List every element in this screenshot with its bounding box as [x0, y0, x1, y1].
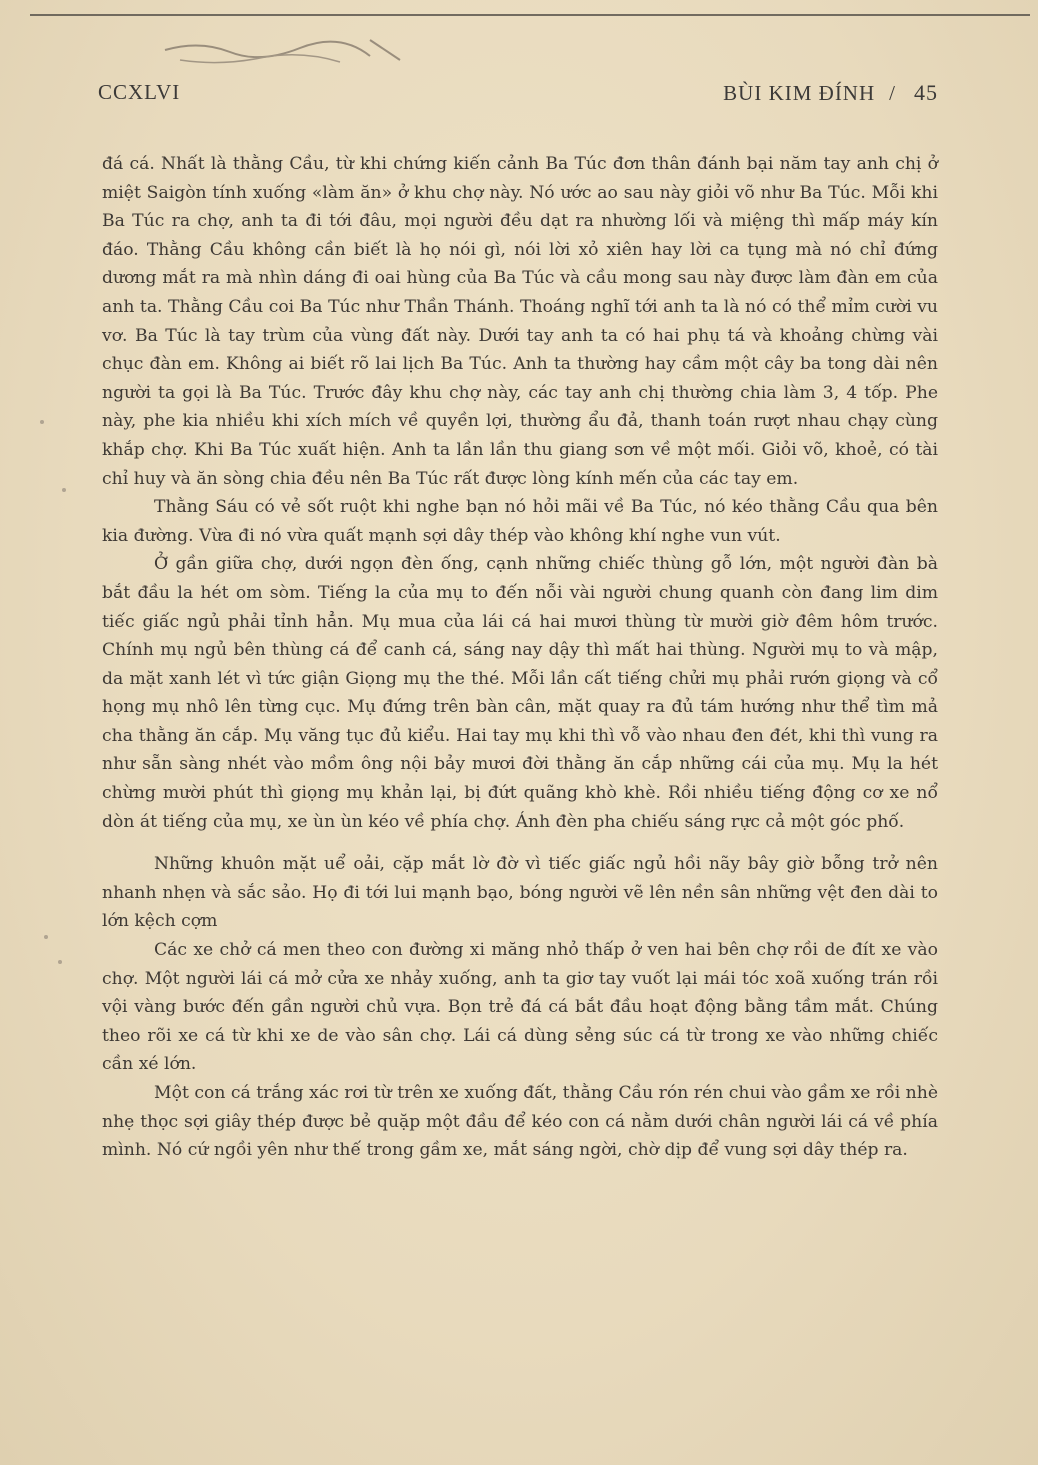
paragraph: Ở gần giữa chợ, dưới ngọn đèn ống, cạnh những chiếc thùng gỗ lớn, một người đàn bà bắt đầu la hét om sòm. Tiếng la của mụ to đến nỗi vài người chung quanh còn đang lim dim tiếc giấc ngủ phải tỉnh hẳn. Mụ mua của lái cá hai mươi thùng từ mười giờ đêm hôm trước. Chính mụ ngủ bên thùng cá để canh cá, sáng nay dậy thì mất hai thùng. Người mụ to và mập, da mặt xanh lét vì tức giận Giọng mụ the thé. Mỗi lần cất tiếng chửi mụ phải rướn giọng và cổ họng mụ nhô lên từng cục. Mụ đứng trên bàn cân, mặt quay ra đủ tám hướng như thể tìm mả cha thằng ăn cắp. Mụ văng tục đủ kiểu. Hai tay mụ khi thì vỗ vào nhau đen đét, khi thì vung ra như sẵn sàng nhét vào mồm ông nội bảy mươi đời thằng ăn cắp những cái của mụ. Mụ la hét chừng mười phút thì giọng mụ khản lại, bị đứt quãng khò khè. Rồi nhiều tiếng động cơ xe nổ dòn át tiếng của mụ, xe ùn ùn kéo về phía chợ. Ánh đèn pha chiếu sáng rực cả một góc phố. — [102, 554, 938, 832]
ink-smudge-decoration — [160, 30, 420, 74]
running-header — [98, 80, 938, 110]
header-separator: / — [889, 81, 896, 105]
margin-speck — [58, 960, 62, 964]
chapter-number: CCXLVI — [98, 80, 181, 104]
paragraph: Một con cá trắng xác rơi từ trên xe xuống đất, thằng Cầu rón rén chui vào gầm xe rồi nhè nhẹ thọc sợi giây thép được bẻ quặp một đầu để kéo con cá nằm dưới chân người lái cá về phía mình. Nó cứ ngồi yên như thế trong gầm xe, mắt sáng ngời, chờ dịp để vung sợi dây thép ra. — [102, 1083, 938, 1161]
author-name: BÙI KIM ĐÍNH — [723, 81, 876, 105]
paragraph: Các xe chở cá men theo con đường xi măng nhỏ thấp ở ven hai bên chợ rồi de đít xe vào chợ. Một người lái cá mở cửa xe nhảy xuống, anh ta giơ tay vuốt lại mái tóc xoã xuống trán rồi vội vàng bước đến gần người chủ vựa. Bọn trẻ đá cá bắt đầu hoạt động bằng tầm mắt. Chúng theo rõi xe cá từ khi xe de vào sân chợ. Lái cá dùng sẻng súc cá từ trong xe vào những chiếc cần xé lớn. — [102, 940, 938, 1075]
margin-speck — [40, 420, 44, 424]
paragraph: Những khuôn mặt uể oải, cặp mắt lờ đờ vì tiếc giấc ngủ hồi nãy bây giờ bỗng trở nên nhanh nhẹn và sắc sảo. Họ đi tới lui mạnh bạo, bóng người vẽ lên nền sân những vệt đen dài to lớn kệch cợm — [102, 854, 938, 932]
paragraph: Thằng Sáu có vẻ sốt ruột khi nghe bạn nó hỏi mãi về Ba Túc, nó kéo thằng Cầu qua bên kia đường. Vừa đi nó vừa quất mạnh sợi dây thép vào không khí nghe vun vút. — [102, 497, 938, 546]
body-text — [102, 150, 938, 1165]
page-number: 45 — [914, 80, 938, 105]
header-right — [723, 80, 938, 106]
top-border-rule — [30, 14, 1030, 16]
margin-speck — [62, 488, 66, 492]
paragraph: đá cá. Nhất là thằng Cầu, từ khi chứng kiến cảnh Ba Túc đơn thân đánh bại năm tay anh chị ở miệt Saigòn tính xuống «làm ăn» ở khu chợ này. Nó ước ao sau này giỏi võ như Ba Túc. Mỗi khi Ba Túc ra chợ, anh ta đi tới đâu, mọi người đều dạt ra nhường lối và miệng thì mấp máy kín đáo. Thằng Cầu không cần biết là họ nói gì, nói lời xỏ xiên hay lời ca tụng mà nó chỉ đứng dương mắt ra mà nhìn dáng đi oai hùng của Ba Túc và cầu mong sau này được làm đàn em của anh ta. Thằng Cầu coi Ba Túc như Thần Thánh. Thoáng nghĩ tới anh ta là nó có thể mỉm cười vu vơ. Ba Túc là tay trùm của vùng đất này. Dưới tay anh ta có hai phụ tá và khoảng chừng vài chục đàn em. Không ai biết rõ lai lịch Ba Túc. Anh ta thường hay cầm một cây ba tong dài nên người ta gọi là Ba Túc. Trước đây khu chợ này, các tay anh chị thường chia làm 3, 4 tốp. Phe này, phe kia nhiều khi xích mích về quyền lợi, thường ẩu đả, thanh toán rượt nhau chạy cùng khắp chợ. Khi Ba Túc xuất hiện. Anh ta lần lần thu giang sơn về một mối. Giỏi võ, khoẻ, có tài chỉ huy và ăn sòng chia đều nên Ba Túc rất được lòng kính mến của các tay em. — [102, 154, 938, 489]
margin-speck — [44, 935, 48, 939]
